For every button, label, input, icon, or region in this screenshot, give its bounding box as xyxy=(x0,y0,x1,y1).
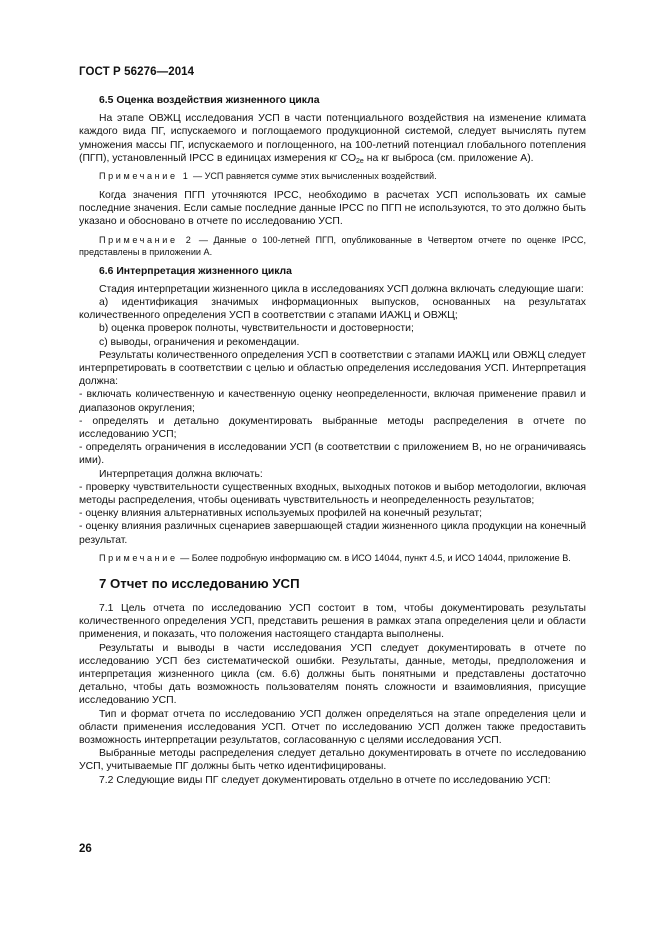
list-item: - определять ограничения в исследовании УСП (в соответствии с приложением В, но не ограничиваясь ими). xyxy=(79,442,586,467)
paragraph: Интерпретация должна включать: xyxy=(99,468,263,480)
list-item: - включать количественную и качественную оценку неопределенности, включая применение правил и диапазонов округления; xyxy=(79,389,586,414)
note-text: — Данные о 100-летней ПГП, опубликованные в Четвертом отчете по оценке IPCC, представлены в приложении А. xyxy=(79,234,586,257)
paragraph: Выбранные методы распределения следует детально документировать в отчете по исследованию УСП, учитываемые ПГ должны быть четко идентифицированы. xyxy=(79,748,586,773)
list-item: - проверку чувствительности существенных входных, выходных потоков и выбор методологии, включая методы распределения, чтобы оценивать чувствительность и неопределенность результатов; xyxy=(79,481,586,507)
note-label: Примечание 1 xyxy=(99,171,191,182)
paragraph: Стадия интерпретации жизненного цикла в исследованиях УСП должна включать следующие шаги: xyxy=(99,283,584,295)
note xyxy=(79,552,586,564)
list-item: c) выводы, ограничения и рекомендации. xyxy=(99,336,300,348)
note xyxy=(79,170,586,182)
note-text: — Более подробную информацию см. в ИСО 14044, пункт 4.5, и ИСО 14044, приложение В. xyxy=(177,552,571,563)
note-label: Примечание xyxy=(99,552,178,563)
paragraph xyxy=(79,112,586,165)
paragraph-text: На этапе ОВЖЦ исследования УСП в части потенциального воздействия на изменение климата каждого вида ПГ, испускаемого и поглощаемого продукционной системой, следует вычислять путем умножения массы ПГ, испускаемого и поглощенного, на 100-летний потенциал глобального потепления (ПГП), установленный IPCC в единицах измерения кг CO xyxy=(79,113,586,164)
paragraph: 7.2 Следующие виды ПГ следует документировать отдельно в отчете по исследованию УСП: xyxy=(99,774,551,786)
section-heading-6-5: 6.5 Оценка воздействия жизненного цикла xyxy=(99,95,320,106)
paragraph: 7.1 Цель отчета по исследованию УСП состоит в том, чтобы документировать результаты количественного определения УСП, представить решения в рамках этапа определения цели и области применения, и показать, что положения настоящего стандарта выполнены. xyxy=(79,602,586,641)
list-item: - оценку влияния различных сценариев завершающей стадии жизненного цикла продукции на конечный результат. xyxy=(79,521,586,546)
document-header: ГОСТ Р 56276—2014 xyxy=(79,66,195,78)
note-label: Примечание 2 xyxy=(99,234,194,245)
list-item: a) идентификация значимых информационных выпусков, основанных на результатах количественного определения УСП в соответствии с этапами ИАЖЦ и ОВЖЦ; xyxy=(79,297,586,322)
paragraph-text: на кг выброса (см. приложение А). xyxy=(363,152,534,164)
paragraph: Тип и формат отчета по исследованию УСП должен определяться на этапе определения цели и области применения исследования УСП. Отчет по исследованию УСП должен также предоставить возможность интерпретации результатов, согласованную с целями исследования УСП. xyxy=(79,708,586,746)
page-body xyxy=(79,94,586,787)
section-heading-7: 7 Отчет по исследованию УСП xyxy=(99,575,300,591)
note-text: — УСП равняется сумме этих вычисленных воздействий. xyxy=(190,171,437,182)
paragraph: Результаты и выводы в части исследования УСП следует документировать в отчете по исследованию УСП без систематической ошибки. Результаты, данные, методы, предположения и интерпретация жизненного цикла (см. 6.6) должны быть понятными и представлены достаточно детально, чтобы дать возможность пользователям понять сложности и взаимовлияния, присущие исследованию УСП. xyxy=(79,642,586,707)
paragraph: Результаты количественного определения УСП в соответствии с этапами ИАЖЦ или ОВЖЦ следует интерпретировать в соответствии с целью и областью определения исследования УСП. Интерпретация должна: xyxy=(79,349,586,388)
list-item: b) оценка проверок полноты, чувствительности и достоверности; xyxy=(99,323,414,335)
list-item: - оценку влияния альтернативных используемых профилей на конечный результат; xyxy=(79,508,483,520)
paragraph: Когда значения ПГП уточняются IPCC, необходимо в расчетах УСП использовать их самые последние значения. Если самые последние данные IPCC по ПГП не используются, то это должно быть указано и обосновано в отчете по исследованию УСП. xyxy=(79,190,586,228)
page-number: 26 xyxy=(79,843,92,855)
subscript: 2e xyxy=(356,157,364,165)
section-heading-6-6: 6.6 Интерпретация жизненного цикла xyxy=(99,265,292,277)
list-item: - определять и детально документировать выбранные методы распределения в отчете по исследованию УСП; xyxy=(79,415,586,441)
note xyxy=(79,234,586,258)
